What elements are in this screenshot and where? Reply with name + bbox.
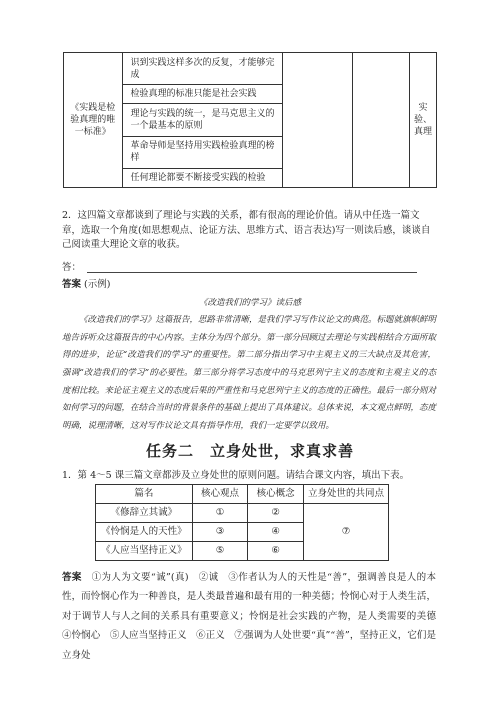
blank-cell: ⑥: [248, 542, 304, 561]
header-cell: 篇名: [96, 485, 193, 504]
table-header-row: [96, 485, 389, 504]
blank-cell: ③: [192, 523, 248, 542]
fill-in-table: [95, 484, 389, 561]
answer-prompt: 答：: [62, 262, 82, 273]
answer-heading: [62, 276, 110, 290]
question-1: 1．第 4～5 课三篇文章都涉及立身处世的原则问题。请结合课文内容，填出下表。: [62, 470, 410, 481]
empty-cell: [353, 53, 410, 188]
concept-cell: 实验、真理: [410, 53, 437, 188]
empty-cell: [282, 53, 352, 188]
answer-label: 答案: [62, 279, 82, 290]
title-cell: 《修辞立其诚》: [96, 504, 193, 523]
header-cell: 核心概念: [248, 485, 304, 504]
sample-tag: (示例): [84, 279, 111, 290]
viewpoint-cell: 革命导师是坚持用实践检验真理的榜样: [122, 136, 282, 168]
viewpoint-cell: 检验真理的标准只能是社会实践: [122, 85, 282, 104]
viewpoint-cell: 识到实践这样多次的反复，才能够完成: [122, 53, 282, 85]
title-cell: 《怜悯是人的天性》: [96, 523, 193, 542]
header-cell: 立身处世的共同点: [304, 485, 389, 504]
essay-body: 《改造我们的学习》这篇报告，思路非常清晰，是我们学习写作议论文的典范。标题就旗帜鲜明地告诉听众这篇报告的中心内容。主体分为四个部分。第一部分回顾过去理论与实践相结合方面所取得的进步，论证“改造我们的学习”的重要性。第二部分指出学习中主观主义的三大缺点及其危害，强调“改造我们的学习”的必要性。第三部分将学习态度中的马克思列宁主义的态度和主观主义的态度相比较。来论证主观主义的态度后果的严重性和马克思列宁主义的态度的正确性。最后一部分则对如何学习的问题，在结合当时的背景条件的基础上提出了具体建议。总体来说，本文观点鲜明，态度明确，说理清晰，这对写作议论文具有指导作用，我们一定要学以致用。: [62, 315, 437, 432]
answer-text: ①为人为文要“诚”(真) ②诚 ③作者认为人的天性是“善”，强调善良是人的本性，而怜悯心作为一种善良，是人类最普遍和最有用的一种美德；怜悯心对于人类生活，对于调节人与人之间的关系具有重要意义；怜悯是社会实践的产物，是人类需要的美德 ④怜悯心 ⑤人应当坚持正义 ⑥正义 ⑦强调为人处世要“真”“善”，坚持正义，它们是立身处: [62, 572, 446, 661]
blank-cell: ④: [248, 523, 304, 542]
header-cell: 核心观点: [192, 485, 248, 504]
viewpoint-cell: 理论与实践的统一，是马克思主义的一个最基本的原则: [122, 104, 282, 136]
table-row: [96, 504, 389, 523]
blank-cell: ②: [248, 504, 304, 523]
article-title-cell: 《实践是检验真理的唯一标准》: [64, 53, 123, 188]
common-cell: ⑦: [304, 504, 389, 561]
table-row: [64, 53, 437, 85]
viewpoint-cell: 任何理论都要不断接受实践的检验: [122, 169, 282, 188]
essay-title: 《改造我们的学习》读后感: [198, 298, 301, 308]
theory-practice-table: [63, 52, 437, 188]
answer-blank: [87, 262, 417, 273]
question-2: 2．这四篇文章都谈到了理论与实践的关系，都有很高的理论价值。请从中任选一篇文章，选取一个角度(如思想观点、论证方法、思维方式、语言表达)写一则读后感，谈谈自己阅读重大理论文章的收获。: [62, 210, 431, 251]
title-cell: 《人应当坚持正义》: [96, 542, 193, 561]
answer-2: [62, 568, 446, 665]
blank-cell: ①: [192, 504, 248, 523]
answer-line: [62, 259, 417, 273]
task-heading: 任务二 立身处世，求真求善: [145, 442, 354, 460]
blank-cell: ⑤: [192, 542, 248, 561]
answer-label: 答案: [62, 572, 82, 583]
